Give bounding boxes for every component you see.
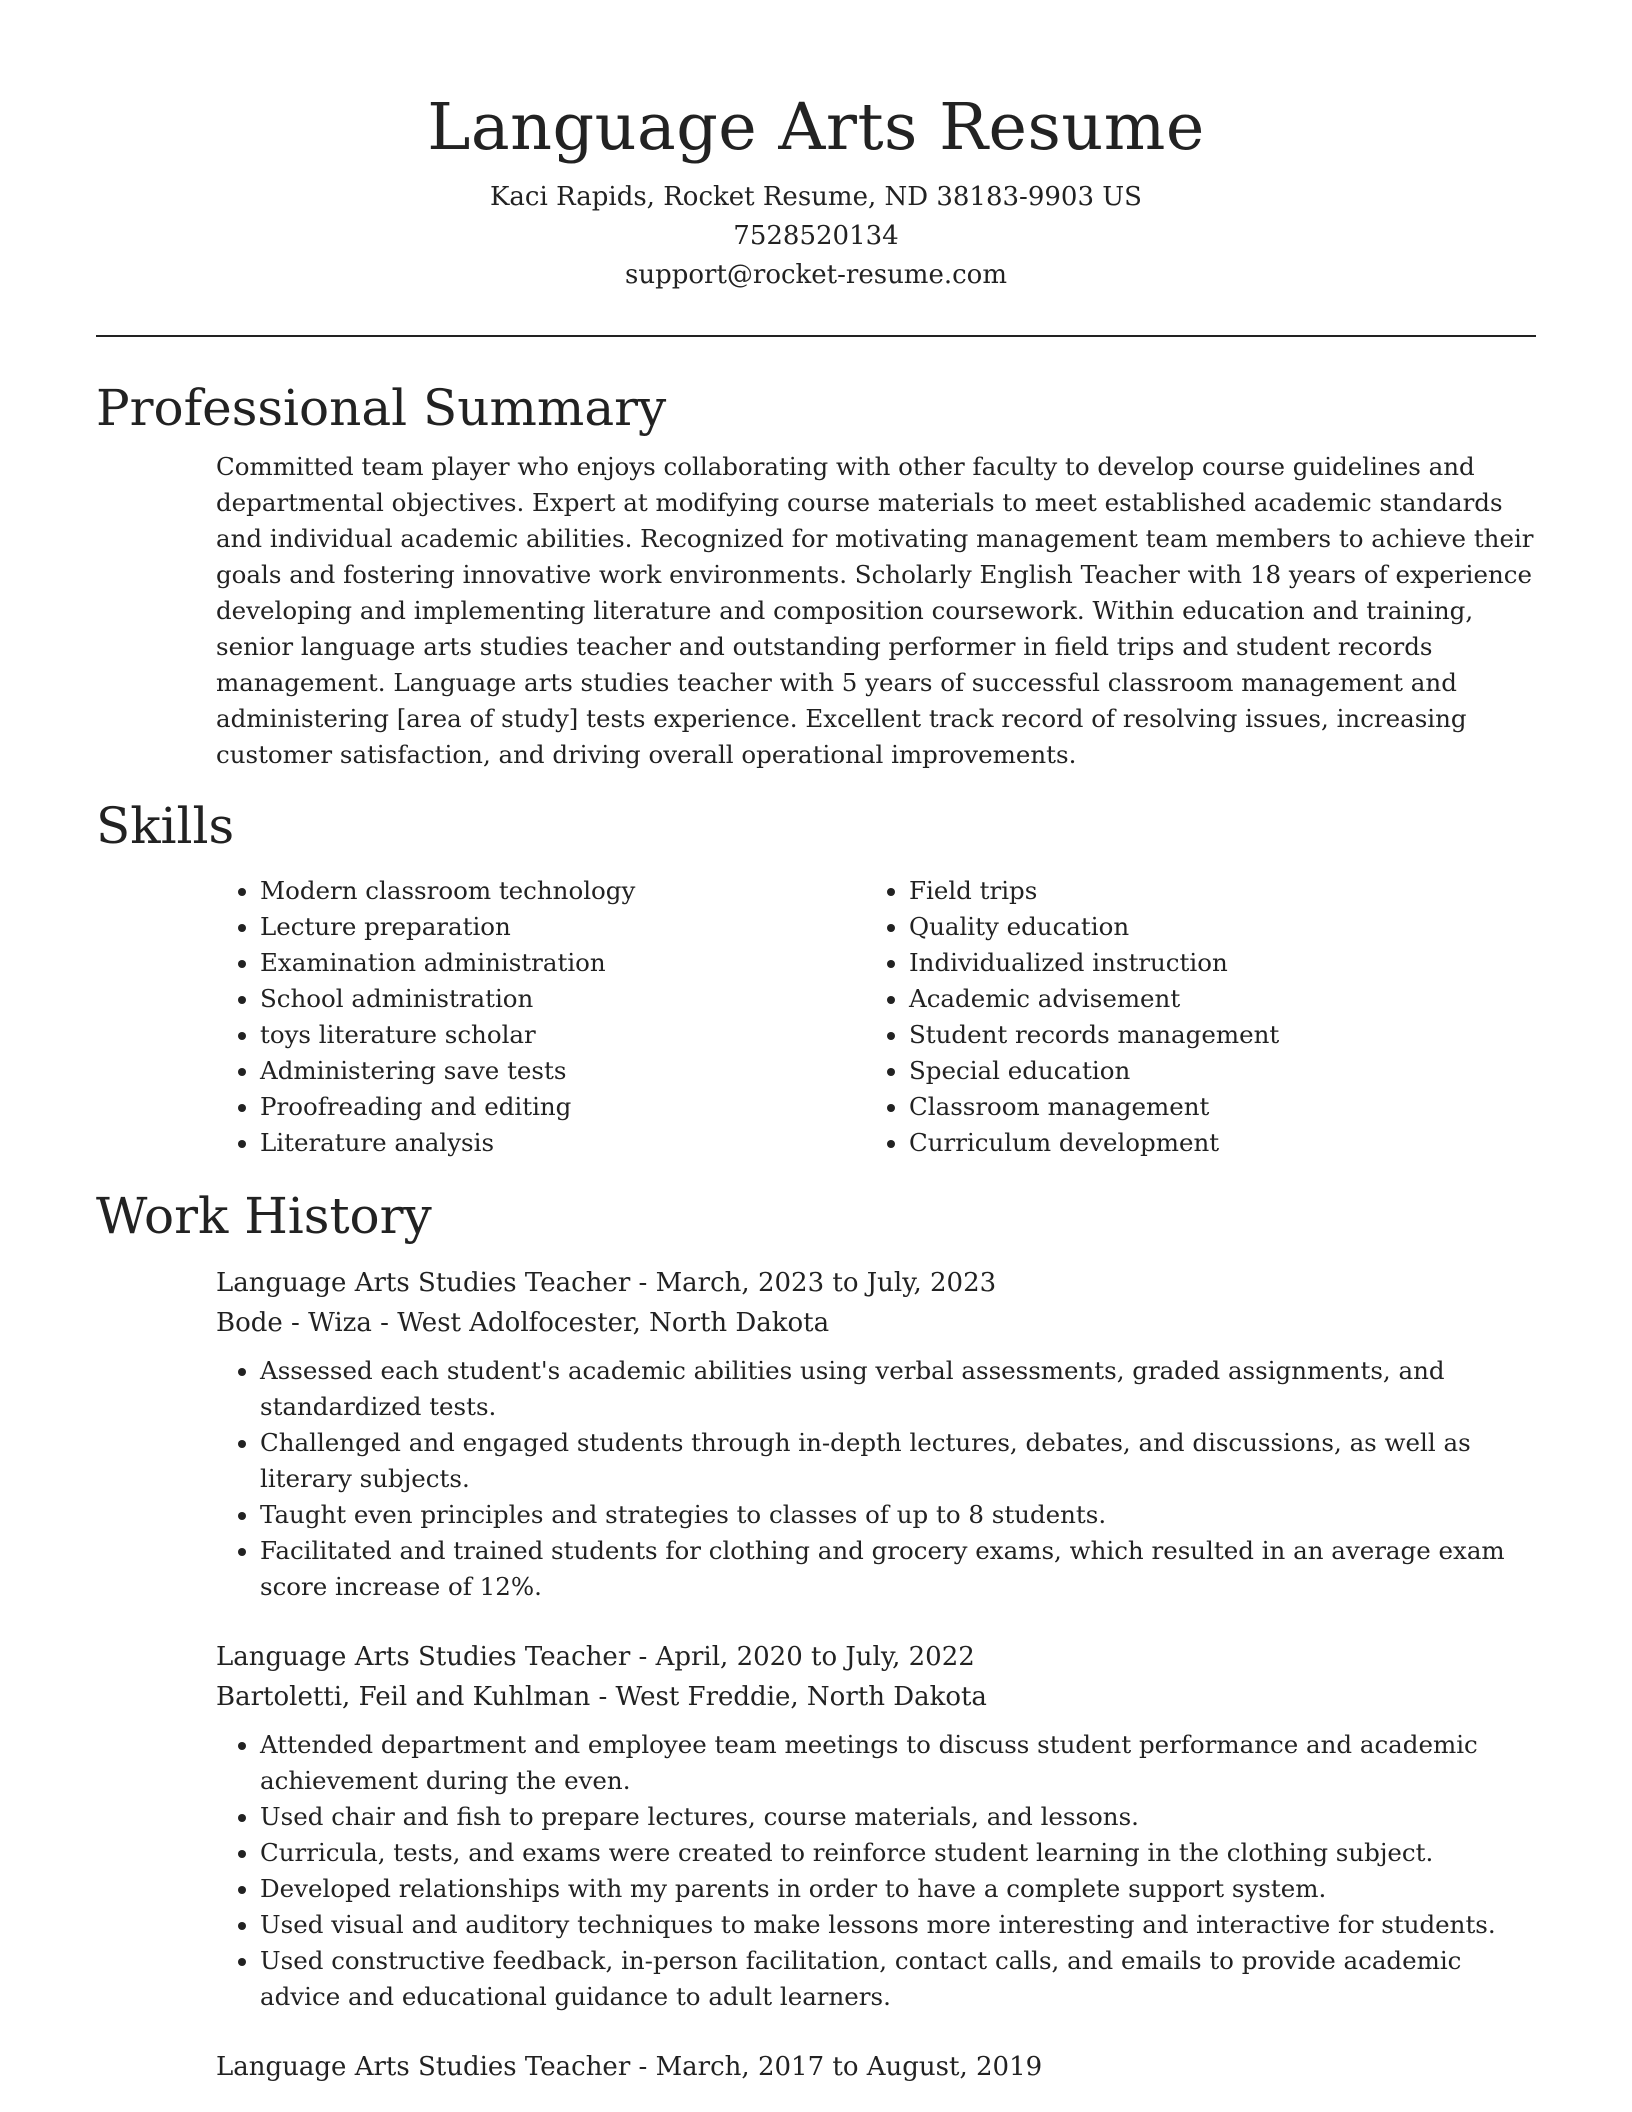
skill-item: • Field trips bbox=[909, 873, 1509, 909]
skill-item: • Student records management bbox=[909, 1017, 1509, 1053]
job-title-line: Language Arts Studies Teacher - March, 2023 to July, 2023 bbox=[216, 1268, 997, 1298]
job-title-line: Language Arts Studies Teacher - April, 2020 to July, 2022 bbox=[216, 1642, 975, 1672]
skills-column-right bbox=[865, 873, 1509, 1161]
skill-item: • Examination administration bbox=[260, 945, 865, 981]
skill-item: • Special education bbox=[909, 1053, 1509, 1089]
job-entry bbox=[216, 1637, 1536, 2015]
job-duty: • Used constructive feedback, in-person facilitation, contact calls, and emails to provide academic advice and educational guidance to adult learners. bbox=[260, 1943, 1536, 2015]
skills-column-left bbox=[216, 873, 865, 1161]
job-duties bbox=[216, 1353, 1536, 1605]
job-title-line: Language Arts Studies Teacher - March, 2017 to August, 2019 bbox=[216, 2052, 1043, 2082]
skill-item: • toys literature scholar bbox=[260, 1017, 865, 1053]
contact-email: support@rocket-resume.com bbox=[624, 260, 1007, 290]
skill-item: • Administering save tests bbox=[260, 1053, 865, 1089]
skill-item: • Individualized instruction bbox=[909, 945, 1509, 981]
job-duty: • Facilitated and trained students for clothing and grocery exams, which resulted in an average exam score increase of 12%. bbox=[260, 1533, 1536, 1605]
job-entry bbox=[216, 2047, 1536, 2087]
skill-item: • Modern classroom technology bbox=[260, 873, 865, 909]
summary-heading: Professional Summary bbox=[96, 379, 667, 437]
job-duty: • Used chair and fish to prepare lectures, course materials, and lessons. bbox=[260, 1799, 1536, 1835]
job-duty: • Curricula, tests, and exams were created to reinforce student learning in the clothing subject. bbox=[260, 1835, 1536, 1871]
job-duty: • Attended department and employee team meetings to discuss student performance and academic achievement during the even. bbox=[260, 1727, 1536, 1799]
skill-item: • Proofreading and editing bbox=[260, 1089, 865, 1125]
skill-item: • Classroom management bbox=[909, 1089, 1509, 1125]
skill-item: • School administration bbox=[260, 981, 865, 1017]
skill-item: • Lecture preparation bbox=[260, 909, 865, 945]
job-duties bbox=[216, 1727, 1536, 2015]
contact-block bbox=[96, 178, 1536, 295]
header-divider bbox=[96, 335, 1536, 337]
job-company-line: Bode - Wiza - West Adolfocester, North Dakota bbox=[216, 1308, 830, 1338]
job-entry bbox=[216, 1263, 1536, 1605]
skill-item: • Academic advisement bbox=[909, 981, 1509, 1017]
skills-list bbox=[216, 873, 1536, 1161]
skills-heading: Skills bbox=[96, 797, 235, 855]
job-duty: • Challenged and engaged students through in-depth lectures, debates, and discussions, as well as literary subjects. bbox=[260, 1425, 1536, 1497]
contact-address: Kaci Rapids, Rocket Resume, ND 38183-9903 US bbox=[490, 182, 1142, 212]
job-duty: • Developed relationships with my parents in order to have a complete support system. bbox=[260, 1871, 1536, 1907]
work-history-heading: Work History bbox=[96, 1187, 432, 1245]
skill-item: • Quality education bbox=[909, 909, 1509, 945]
job-duty: • Assessed each student's academic abilities using verbal assessments, graded assignments, and standardized tests. bbox=[260, 1353, 1536, 1425]
contact-phone: 7528520134 bbox=[733, 221, 899, 251]
document-title: Language Arts Resume bbox=[427, 90, 1205, 165]
summary-text: Committed team player who enjoys collaborating with other faculty to develop course guidelines and departmental objectives. Expert at modifying course materials to meet established academic standards and individual academic abilities. Recognized for motivating management team members to achieve their goals and fostering innovative work environments. Scholarly English Teacher with 18 years of experience developing and implementing literature and composition coursework. Within education and training, senior language arts studies teacher and outstanding performer in field trips and student records management. Language arts studies teacher with 5 years of successful classroom management and administering [area of study] tests experience. Excellent track record of resolving issues, increasing customer satisfaction, and driving overall operational improvements. bbox=[216, 452, 1534, 769]
job-company-line: Bartoletti, Feil and Kuhlman - West Freddie, North Dakota bbox=[216, 1682, 987, 1712]
skill-item: • Literature analysis bbox=[260, 1125, 865, 1161]
resume-page bbox=[96, 0, 1536, 2087]
job-duty: • Taught even principles and strategies to classes of up to 8 students. bbox=[260, 1497, 1536, 1533]
skill-item: • Curriculum development bbox=[909, 1125, 1509, 1161]
job-duty: • Used visual and auditory techniques to make lessons more interesting and interactive for students. bbox=[260, 1907, 1536, 1943]
